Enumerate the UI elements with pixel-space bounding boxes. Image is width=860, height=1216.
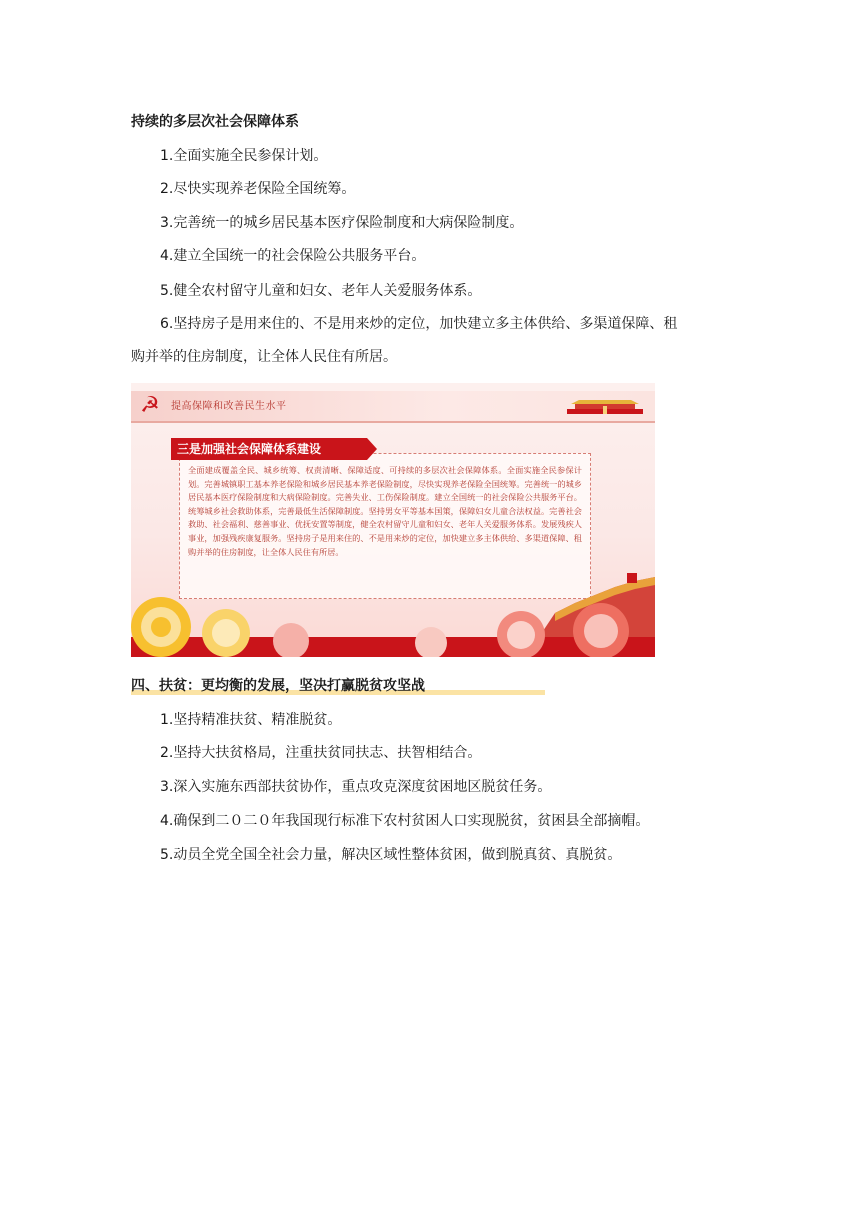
auspicious-clouds-decoration: [131, 593, 655, 657]
banner-title-label: 三是加强社会保障体系建设: [171, 438, 367, 460]
banner-caption: 提高保障和改善民生水平: [171, 401, 287, 412]
banner-text-box: [179, 453, 591, 599]
list-item: 5.动员全党全国全社会力量，解决区域性整体贫困，做到脱真贫、真脱贫。: [160, 847, 622, 863]
social-security-banner-image: [131, 383, 655, 657]
list-item: 2.尽快实现养老保险全国统筹。: [160, 181, 356, 197]
list-item: 1.坚持精准扶贫、精准脱贫。: [160, 712, 342, 728]
list-item: 4.建立全国统一的社会保险公共服务平台。: [160, 248, 426, 264]
list-item: 3.深入实施东西部扶贫协作，重点攻克深度贫困地区脱贫任务。: [160, 779, 552, 795]
list-item: 3.完善统一的城乡居民基本医疗保险制度和大病保险制度。: [160, 215, 524, 231]
tiananmen-icon: [565, 397, 645, 415]
section-heading-poverty: 四、扶贫：更均衡的发展，坚决打赢脱贫攻坚战: [131, 678, 425, 694]
section-heading-social-security: 持续的多层次社会保障体系: [131, 114, 299, 130]
banner-divider: [131, 421, 655, 423]
banner-body-text: 全面建成覆盖全民、城乡统筹、权责清晰、保障适度、可持续的多层次社会保障体系。全面实施全民参保计划。完善城镇职工基本养老保险和城乡居民基本养老保险制度，尽快实现养老保险全国统筹。完善统一的城乡居民基本医疗保险制度和大病保险制度。完善失业、工伤保险制度。建立全国统一的社会保险公共服务平台。统筹城乡社会救助体系，完善最低生活保障制度。坚持男女平等基本国策，保障妇女儿童合法权益。完善社会救助、社会福利、慈善事业、优抚安置等制度，健全农村留守儿童和妇女、老年人关爱服务体系。发展残疾人事业，加强残疾康复服务。坚持房子是用来住的、不是用来炒的定位，加快建立多主体供给、多渠道保障、租购并举的住房制度，让全体人民住有所居。: [188, 465, 582, 557]
list-item-continuation: 购并举的住房制度，让全体人民住有所居。: [131, 349, 397, 365]
list-item: 5.健全农村留守儿童和妇女、老年人关爱服务体系。: [160, 283, 482, 299]
hammer-sickle-icon: ☭: [140, 393, 160, 418]
list-item: 1.全面实施全民参保计划。: [160, 148, 328, 164]
list-item: 2.坚持大扶贫格局，注重扶贫同扶志、扶智相结合。: [160, 745, 482, 761]
list-item: 6.坚持房子是用来住的、不是用来炒的定位，加快建立多主体供给、多渠道保障、租: [160, 316, 678, 332]
list-item: 4.确保到二０二０年我国现行标准下农村贫困人口实现脱贫，贫困县全部摘帽。: [160, 813, 650, 829]
